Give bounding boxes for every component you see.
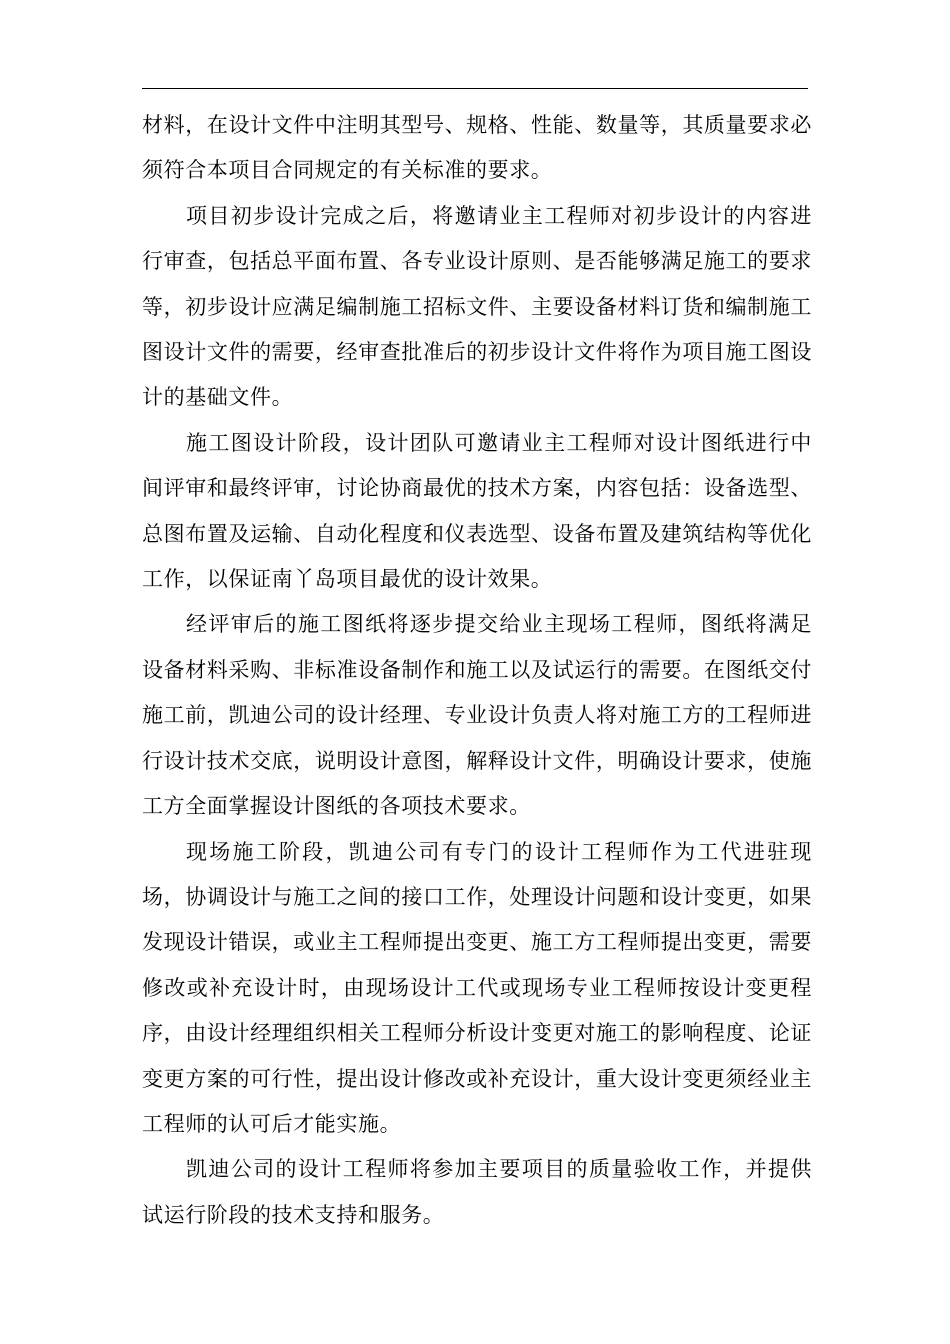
header-rule — [142, 88, 808, 89]
paragraph-6: 凯迪公司的设计工程师将参加主要项目的质量验收工作，并提供试运行阶段的技术支持和服务。 — [142, 1157, 812, 1227]
paragraph-4: 经评审后的施工图纸将逐步提交给业主现场工程师，图纸将满足设备材料采购、非标准设备制作和施工以及试运行的需要。在图纸交付施工前，凯迪公司的设计经理、专业设计负责人将对施工方的工程师进行设计技术交底，说明设计意图，解释设计文件，明确设计要求，使施工方全面掌握设计图纸的各项技术要求。 — [142, 612, 812, 819]
paragraph-3: 施工图设计阶段，设计团队可邀请业主工程师对设计图纸进行中间评审和最终评审，讨论协商最优的技术方案，内容包括：设备选型、总图布置及运输、自动化程度和仪表选型、设备布置及建筑结构等优化工作，以保证南丫岛项目最优的设计效果。 — [142, 430, 812, 592]
paragraph-5: 现场施工阶段，凯迪公司有专门的设计工程师作为工代进驻现场，协调设计与施工之间的接口工作，处理设计问题和设计变更，如果发现设计错误，或业主工程师提出变更、施工方工程师提出变更，需要修改或补充设计时，由现场设计工代或现场专业工程师按设计变更程序，由设计经理组织相关工程师分析设计变更对施工的影响程度、论证变更方案的可行性，提出设计修改或补充设计，重大设计变更须经业主工程师的认可后才能实施。 — [142, 839, 812, 1136]
paragraph-1: 材料，在设计文件中注明其型号、规格、性能、数量等，其质量要求必须符合本项目合同规定的有关标准的要求。 — [142, 113, 812, 183]
paragraph-2: 项目初步设计完成之后，将邀请业主工程师对初步设计的内容进行审查，包括总平面布置、各专业设计原则、是否能够满足施工的要求等，初步设计应满足编制施工招标文件、主要设备材料订货和编制施工图设计文件的需要，经审查批准后的初步设计文件将作为项目施工图设计的基础文件。 — [142, 203, 812, 410]
document-body — [142, 103, 812, 1238]
